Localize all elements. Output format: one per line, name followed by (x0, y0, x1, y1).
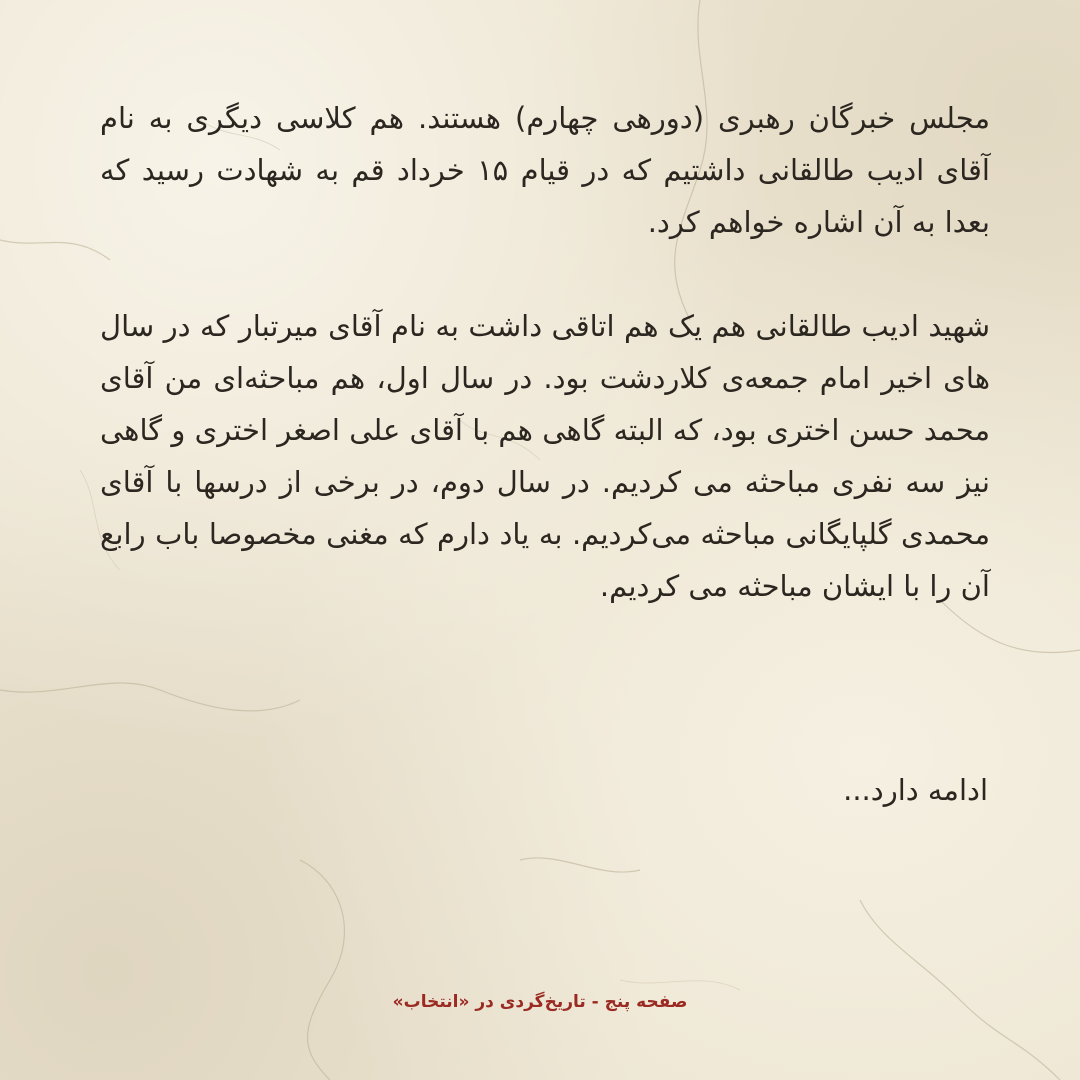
article-body (100, 92, 990, 612)
page-caption: صفحه پنج - تاریخ‌گردی در «انتخاب» (392, 992, 688, 1012)
continued-note: ادامه دارد... (843, 773, 988, 807)
paragraph-spacer (100, 248, 990, 300)
article-paragraph: مجلس خبرگان رهبری (دورهی چهارم) هستند. هم کلاسی دیگری به نام آقای ادیب طالقانی داشتیم که در قیام ۱۵ خرداد قم به شهادت رسید که بعدا به آن اشاره خواهم کرد. (100, 101, 990, 239)
article-paragraph: شهید ادیب طالقانی هم یک هم اتاقی داشت به نام آقای میرتبار که در سال های اخیر امام جمعه‌ی کلاردشت بود. در سال اول، هم مباحثه‌ای من آقای محمد حسن اختری بود، که البته گاهی هم با آقای علی اصغر اختری و گاهی نیز سه نفری مباحثه می کردیم. در سال دوم، در برخی از درسها با آقای محمدی گلپایگانی مباحثه می‌کردیم. به یاد دارم که مغنی مخصوصا باب رابع آن را با ایشان مباحثه می کردیم. (100, 309, 990, 603)
